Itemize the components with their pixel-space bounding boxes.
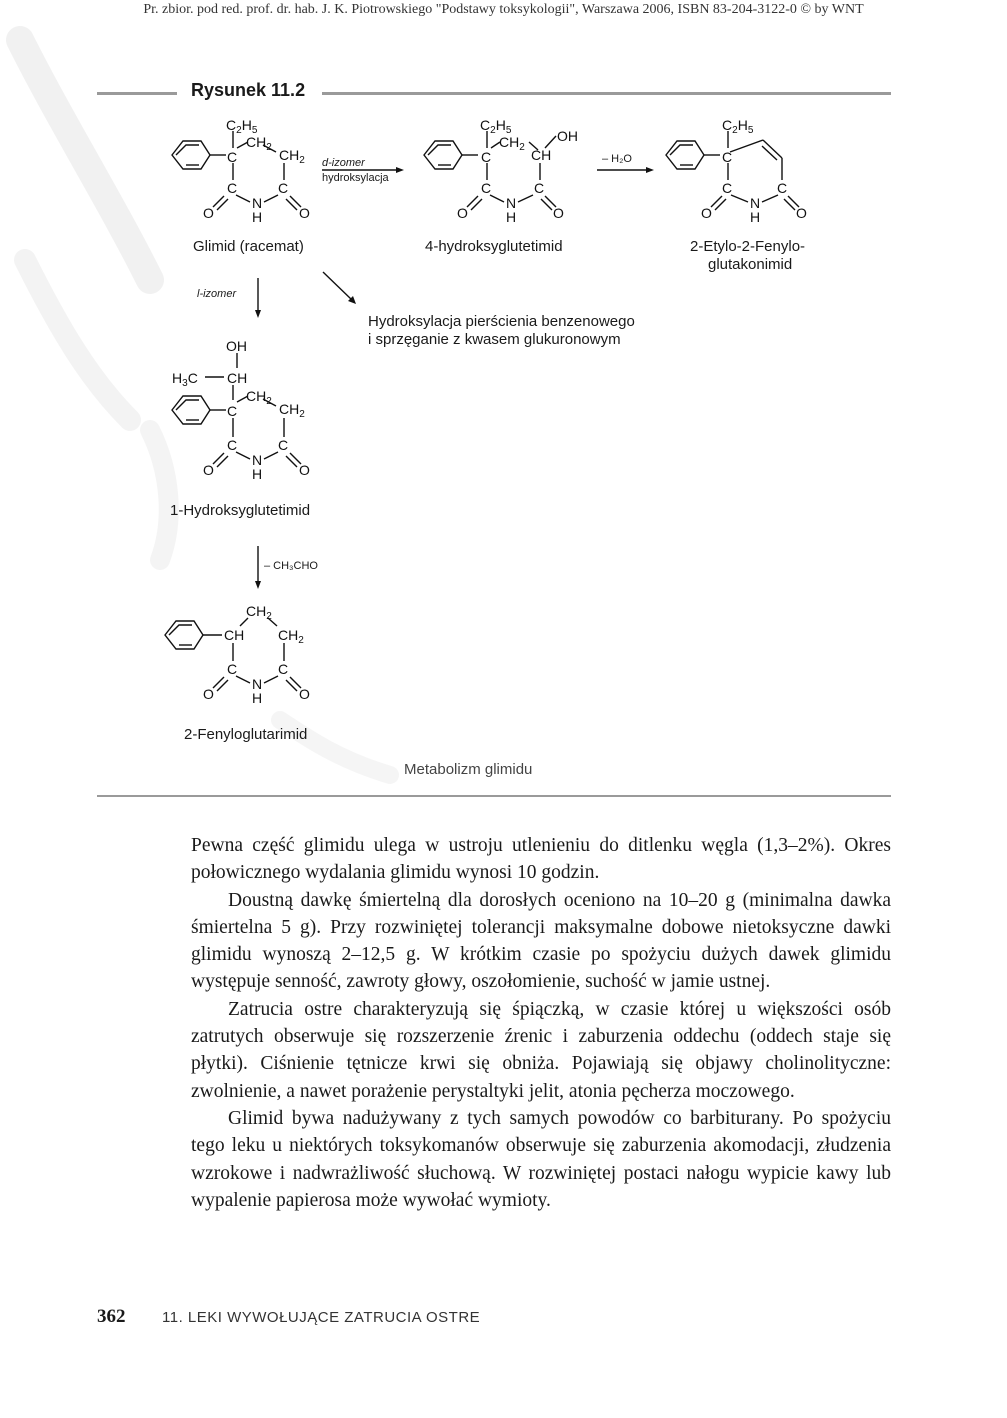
svg-text:C: C bbox=[777, 180, 788, 196]
svg-text:CH: CH bbox=[531, 147, 552, 163]
compound-name-glutakonimid-2: glutakonimid bbox=[708, 256, 793, 273]
arrow-label-l-isomer: l-izomer bbox=[197, 288, 237, 300]
svg-text:O: O bbox=[203, 462, 214, 478]
svg-text:H: H bbox=[252, 690, 263, 706]
svg-text:O: O bbox=[299, 686, 310, 702]
svg-text:CH2: $CH_2$ bbox=[279, 147, 305, 166]
svg-text:H: H bbox=[506, 209, 517, 225]
svg-text:CH2: $CH_2$ bbox=[278, 627, 304, 646]
svg-text:N: N bbox=[252, 676, 263, 692]
svg-text:C2H5: $C_2H_5$ bbox=[722, 117, 754, 136]
svg-text:CH2: $CH_2$ bbox=[246, 134, 272, 153]
svg-text:N: N bbox=[252, 452, 263, 468]
metabolism-diagram bbox=[0, 100, 1007, 760]
structure-glutakonimid bbox=[666, 131, 799, 210]
compound-name-1-hydroxy: 1-Hydroksyglutetimid bbox=[170, 502, 311, 519]
svg-text:C: C bbox=[722, 180, 733, 196]
svg-text:CH2: $CH_2$ bbox=[246, 388, 272, 407]
figure-bottom-rule bbox=[97, 795, 891, 797]
arrow-diagonal bbox=[323, 272, 352, 300]
svg-text:C: C bbox=[227, 661, 238, 677]
paragraph-4: Glimid bywa nadużywany z tych samych powodów co barbiturany. Po spożyciu tego leku u niektórych toksykomanów obserwuje się zaburzenia akomodacji, złudzenia wzrokowe i nadwrażliwość słuchową. W rozwiniętej postaci nałogu wypicie kawy lub wypalenie papierosa może wywołać wymioty. bbox=[191, 1107, 891, 1211]
arrow-label-water-loss: – H₂O bbox=[602, 153, 632, 165]
svg-text:C: C bbox=[227, 437, 238, 453]
compound-name-fenyloglutarimid: 2-Fenyloglutarimid bbox=[184, 726, 308, 743]
svg-text:O: O bbox=[299, 462, 310, 478]
page-number: 362 bbox=[97, 1306, 126, 1327]
svg-text:CH: CH bbox=[224, 627, 245, 643]
atom-labels bbox=[172, 117, 807, 706]
svg-text:N: N bbox=[750, 195, 761, 211]
svg-text:C: C bbox=[534, 180, 545, 196]
svg-text:N: N bbox=[506, 195, 517, 211]
compound-name-glimid: Glimid (racemat) bbox=[193, 238, 304, 255]
figure-rule-right bbox=[322, 92, 891, 95]
svg-text:O: O bbox=[701, 205, 712, 221]
body-text bbox=[191, 832, 891, 1214]
svg-text:O: O bbox=[796, 205, 807, 221]
arrow-label-hydroxylation: hydroksylacja bbox=[322, 172, 389, 184]
compound-name-4-hydroxy: 4-hydroksyglutetimid bbox=[425, 238, 563, 255]
svg-text:C: C bbox=[227, 180, 238, 196]
svg-text:CH2: $CH_2$ bbox=[246, 603, 272, 622]
svg-text:O: O bbox=[299, 205, 310, 221]
svg-text:H: H bbox=[252, 466, 263, 482]
arrow-label-diagonal-2: i sprzęganie z kwasem glukuronowym bbox=[368, 331, 621, 348]
svg-text:C: C bbox=[227, 149, 238, 165]
svg-text:C: C bbox=[278, 180, 289, 196]
svg-text:C: C bbox=[722, 149, 733, 165]
arrow-label-diagonal-1: Hydroksylacja pierścienia benzenowego bbox=[368, 313, 635, 330]
svg-text:C2H5: $C_2H_5$ bbox=[480, 117, 512, 136]
svg-text:C2H5: $C_2H_5$ bbox=[226, 117, 258, 136]
svg-text:N: N bbox=[252, 195, 263, 211]
svg-text:O: O bbox=[553, 205, 564, 221]
svg-text:C: C bbox=[481, 149, 492, 165]
figure-caption: Metabolizm glimidu bbox=[404, 761, 533, 778]
structure-glimid bbox=[172, 131, 301, 210]
compound-name-glutakonimid-1: 2-Etylo-2-Fenylo- bbox=[690, 238, 806, 255]
arrow-label-acetaldehyde: – CH₃CHO bbox=[264, 560, 318, 572]
svg-text:CH2: $CH_2$ bbox=[499, 134, 525, 153]
svg-text:H3C: $H_3C$ bbox=[172, 370, 198, 389]
chapter-title: 11. LEKI WYWOŁUJĄCE ZATRUCIA OSTRE bbox=[162, 1309, 481, 1326]
arrow-label-d-isomer: d-izomer bbox=[322, 157, 365, 169]
paragraph-2: Doustną dawkę śmiertelną dla dorosłych oceniono na 10–20 g (minimalna dawka śmiertelna 5 g). Przy rozwiniętej tolerancji maksymalne dobowe nietoksyczne dawki glimidu wynoszą 2–12,5 g. W krótkim czasie po spożyciu dużych dawek glimidu występuje senność, zawroty głowy, oszołomienie, suchość w jamie ustnej. bbox=[191, 889, 891, 993]
paragraph-3: Zatrucia ostre charakteryzują się śpiączką, w czasie której u większości osób zatrutych obserwuje się rozszerzenie źrenic i zaburzenia oddechu (oddech staje się płytki). Ciśnienie tętnicze krwi się obniża. Pojawiają się objawy cholinolityczne: zwolnienie, a nawet porażenie perystaltyki jelit, atonia pęcherza moczowego. bbox=[191, 998, 891, 1102]
svg-text:O: O bbox=[457, 205, 468, 221]
svg-text:C: C bbox=[227, 403, 238, 419]
structure-4-hydroxy bbox=[424, 131, 556, 210]
paragraph-1: Pewna część glimidu ulega w ustroju utlenieniu do ditlenku węgla (1,3–2%). Okres połowicznego wydalania glimidu wynosi 10 godzin. bbox=[191, 835, 891, 884]
svg-text:C: C bbox=[481, 180, 492, 196]
svg-text:O: O bbox=[203, 205, 214, 221]
svg-text:C: C bbox=[278, 437, 289, 453]
svg-text:CH2: $CH_2$ bbox=[279, 401, 305, 420]
svg-text:C: C bbox=[278, 661, 289, 677]
svg-text:CH: CH bbox=[227, 370, 248, 386]
svg-text:OH: OH bbox=[226, 338, 247, 354]
figure-label: Rysunek 11.2 bbox=[191, 80, 306, 100]
svg-text:H: H bbox=[252, 209, 263, 225]
svg-text:H: H bbox=[750, 209, 761, 225]
svg-text:O: O bbox=[203, 686, 214, 702]
figure-rule-left bbox=[97, 92, 177, 95]
page-header-citation: Pr. zbior. pod red. prof. dr. hab. J. K. Piotrowskiego "Podstawy toksykologii", Warszawa 2006, ISBN 83-204-3122-0 © by WNT bbox=[143, 2, 864, 17]
svg-text:OH: OH bbox=[557, 128, 578, 144]
